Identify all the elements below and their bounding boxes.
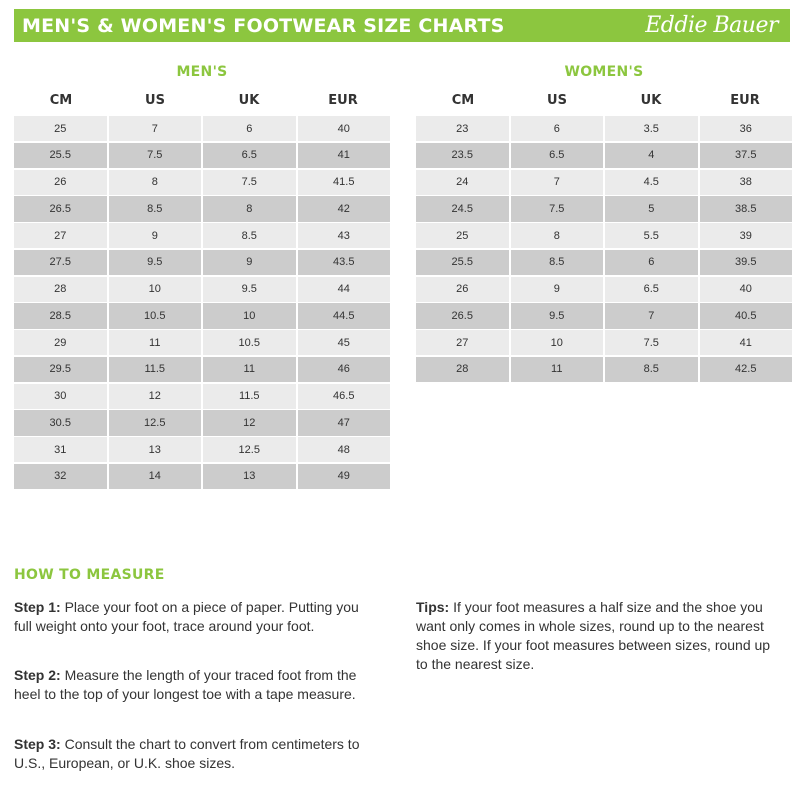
table-row [416, 357, 792, 384]
table-cell-cm: 28 [14, 277, 107, 302]
table-cell-us: 10 [109, 277, 202, 302]
table-row [416, 250, 792, 277]
table-row [416, 277, 792, 304]
table-row [416, 143, 792, 170]
step-3 [14, 735, 364, 773]
table-row [14, 250, 390, 277]
table-cell-us: 12 [109, 384, 202, 409]
table-cell-eur: 39 [700, 223, 793, 248]
table-header [14, 90, 390, 116]
table-cell-uk: 6.5 [203, 143, 296, 168]
table-cell-uk: 8.5 [203, 223, 296, 248]
table-cell-uk: 11 [203, 357, 296, 382]
step-3-label: Step 3: [14, 736, 61, 752]
table-cell-cm: 27.5 [14, 250, 107, 275]
table-cell-eur: 43 [298, 223, 391, 248]
table-cell-uk: 6 [203, 116, 296, 141]
column-header-uk: UK [238, 93, 260, 108]
table-cell-cm: 30.5 [14, 410, 107, 435]
table-cell-eur: 45 [298, 330, 391, 355]
table-cell-eur: 41 [700, 330, 793, 355]
table-cell-cm: 26 [14, 170, 107, 195]
table-cell-uk: 6 [605, 250, 698, 275]
table-row [14, 357, 390, 384]
table-cell-cm: 25 [14, 116, 107, 141]
tips [416, 598, 776, 674]
table-cell-uk: 4 [605, 143, 698, 168]
table-cell-us: 11 [109, 330, 202, 355]
table-cell-uk: 12 [203, 410, 296, 435]
step-3-text: Consult the chart to convert from centimeters to U.S., European, or U.K. shoe sizes. [14, 736, 360, 771]
table-cell-us: 7.5 [109, 143, 202, 168]
table-row [416, 196, 792, 223]
table-cell-eur: 47 [298, 410, 391, 435]
table-cell-uk: 5.5 [605, 223, 698, 248]
table-cell-uk: 5 [605, 196, 698, 221]
table-cell-us: 8 [511, 223, 604, 248]
step-2-label: Step 2: [14, 667, 61, 683]
table-cell-uk: 7.5 [605, 330, 698, 355]
tips-label: Tips: [416, 599, 450, 615]
table-cell-cm: 32 [14, 464, 107, 489]
table-cell-us: 7.5 [511, 196, 604, 221]
table-cell-uk: 7.5 [203, 170, 296, 195]
table-cell-cm: 31 [14, 437, 107, 462]
table-cell-eur: 42.5 [700, 357, 793, 382]
table-cell-us: 9 [109, 223, 202, 248]
table-cell-uk: 8.5 [605, 357, 698, 382]
step-2 [14, 666, 364, 704]
table-cell-eur: 48 [298, 437, 391, 462]
table-cell-us: 10.5 [109, 303, 202, 328]
table-cell-us: 11.5 [109, 357, 202, 382]
table-cell-cm: 25 [416, 223, 509, 248]
table-cell-uk: 4.5 [605, 170, 698, 195]
table-row [14, 330, 390, 357]
table-row [14, 437, 390, 464]
table-row [14, 143, 390, 170]
table-row [416, 330, 792, 357]
table-cell-cm: 28.5 [14, 303, 107, 328]
table-row [14, 223, 390, 250]
table-cell-eur: 43.5 [298, 250, 391, 275]
table-cell-uk: 10 [203, 303, 296, 328]
column-header-cm: CM [49, 93, 73, 108]
table-cell-uk: 9 [203, 250, 296, 275]
mens-size-table [14, 90, 390, 491]
table-cell-cm: 28 [416, 357, 509, 382]
table-cell-us: 11 [511, 357, 604, 382]
page-title: MEN'S & WOMEN'S FOOTWEAR SIZE CHARTS [22, 14, 505, 37]
table-cell-eur: 39.5 [700, 250, 793, 275]
table-cell-us: 9.5 [511, 303, 604, 328]
table-cell-eur: 42 [298, 196, 391, 221]
table-cell-cm: 24 [416, 170, 509, 195]
table-header [416, 90, 792, 116]
table-cell-us: 6 [511, 116, 604, 141]
table-cell-eur: 38 [700, 170, 793, 195]
table-cell-us: 13 [109, 437, 202, 462]
table-cell-eur: 40.5 [700, 303, 793, 328]
table-cell-us: 7 [109, 116, 202, 141]
table-row [14, 384, 390, 411]
table-cell-cm: 30 [14, 384, 107, 409]
table-cell-eur: 46.5 [298, 384, 391, 409]
table-cell-us: 8 [109, 170, 202, 195]
table-cell-cm: 29.5 [14, 357, 107, 382]
table-cell-uk: 8 [203, 196, 296, 221]
table-row [14, 170, 390, 197]
column-header-eur: EUR [730, 93, 760, 108]
step-1 [14, 598, 364, 636]
table-cell-uk: 12.5 [203, 437, 296, 462]
tips-text: If your foot measures a half size and the shoe you want only comes in whole sizes, round up to the nearest shoe size. If your foot measures between sizes, round up to the nearest size. [416, 599, 771, 672]
table-cell-us: 8.5 [109, 196, 202, 221]
table-cell-eur: 49 [298, 464, 391, 489]
brand-logo: Eddie Bauer [645, 13, 778, 38]
table-row [14, 196, 390, 223]
table-cell-cm: 24.5 [416, 196, 509, 221]
column-header-eur: EUR [328, 93, 358, 108]
table-cell-eur: 37.5 [700, 143, 793, 168]
table-cell-eur: 46 [298, 357, 391, 382]
column-header-us: US [547, 93, 567, 108]
table-cell-uk: 3.5 [605, 116, 698, 141]
table-cell-cm: 25.5 [14, 143, 107, 168]
table-cell-us: 6.5 [511, 143, 604, 168]
table-cell-eur: 38.5 [700, 196, 793, 221]
table-cell-cm: 23.5 [416, 143, 509, 168]
table-cell-uk: 7 [605, 303, 698, 328]
table-row [14, 116, 390, 143]
table-cell-eur: 44.5 [298, 303, 391, 328]
step-1-label: Step 1: [14, 599, 61, 615]
table-cell-eur: 36 [700, 116, 793, 141]
table-cell-cm: 26.5 [14, 196, 107, 221]
table-cell-cm: 26 [416, 277, 509, 302]
header-banner [14, 9, 790, 42]
table-cell-uk: 13 [203, 464, 296, 489]
column-header-uk: UK [640, 93, 662, 108]
table-cell-uk: 10.5 [203, 330, 296, 355]
table-cell-us: 10 [511, 330, 604, 355]
how-to-measure-title: HOW TO MEASURE [14, 567, 165, 583]
column-header-us: US [145, 93, 165, 108]
table-cell-us: 12.5 [109, 410, 202, 435]
table-row [14, 410, 390, 437]
table-cell-cm: 23 [416, 116, 509, 141]
table-cell-us: 9.5 [109, 250, 202, 275]
table-cell-eur: 44 [298, 277, 391, 302]
table-row [14, 303, 390, 330]
table-cell-uk: 9.5 [203, 277, 296, 302]
table-row [416, 303, 792, 330]
table-cell-cm: 29 [14, 330, 107, 355]
table-cell-us: 14 [109, 464, 202, 489]
table-row [416, 170, 792, 197]
table-cell-cm: 26.5 [416, 303, 509, 328]
table-row [14, 464, 390, 491]
table-cell-us: 7 [511, 170, 604, 195]
womens-chart-title: WOMEN'S [564, 64, 644, 80]
womens-size-table [416, 90, 792, 384]
table-cell-eur: 40 [700, 277, 793, 302]
table-cell-cm: 27 [416, 330, 509, 355]
table-cell-cm: 25.5 [416, 250, 509, 275]
step-2-text: Measure the length of your traced foot from the heel to the top of your longest toe with a tape measure. [14, 667, 357, 702]
table-cell-eur: 41.5 [298, 170, 391, 195]
table-cell-us: 9 [511, 277, 604, 302]
table-cell-eur: 40 [298, 116, 391, 141]
table-row [416, 116, 792, 143]
step-1-text: Place your foot on a piece of paper. Putting you full weight onto your foot, trace around your foot. [14, 599, 359, 634]
table-cell-us: 8.5 [511, 250, 604, 275]
table-row [416, 223, 792, 250]
table-row [14, 277, 390, 304]
column-header-cm: CM [451, 93, 475, 108]
table-cell-eur: 41 [298, 143, 391, 168]
table-cell-uk: 11.5 [203, 384, 296, 409]
table-cell-uk: 6.5 [605, 277, 698, 302]
mens-chart-title: MEN'S [176, 64, 228, 80]
table-cell-cm: 27 [14, 223, 107, 248]
